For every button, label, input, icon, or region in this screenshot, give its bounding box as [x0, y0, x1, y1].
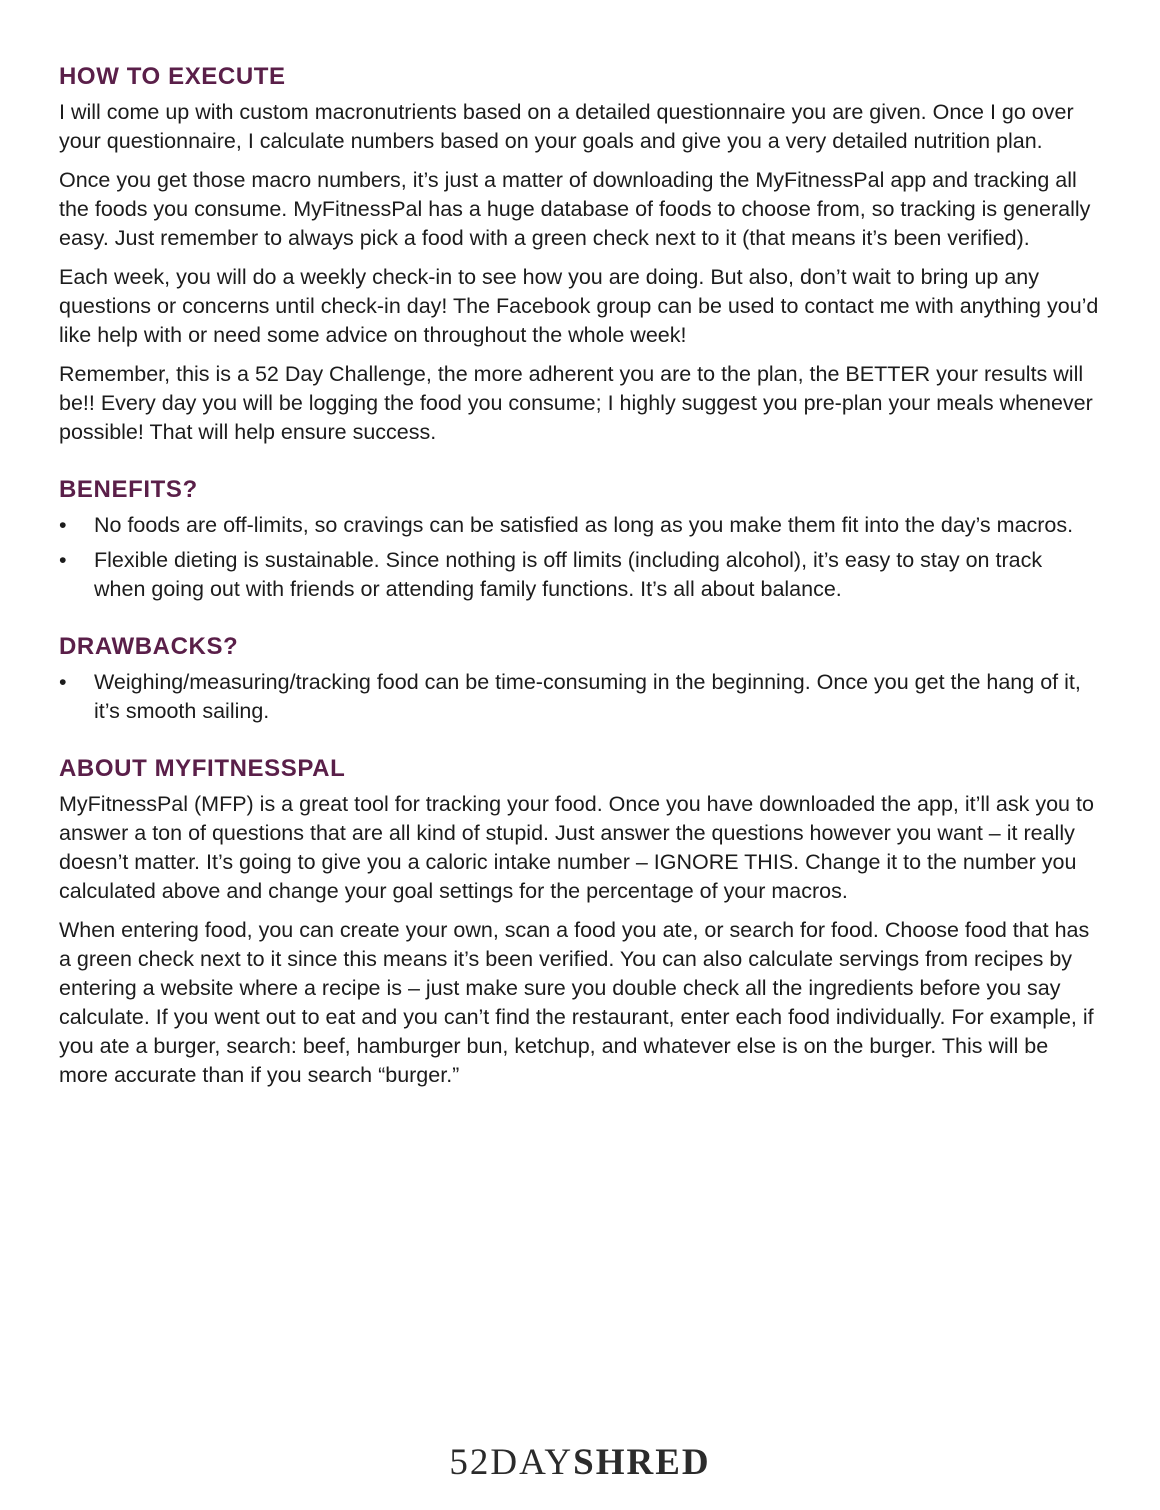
list-item-text: No foods are off-limits, so cravings can be satisfied as long as you make them fit into the day’s macros. — [94, 513, 1074, 537]
paragraph: I will come up with custom macronutrients based on a detailed questionnaire you are given. Once I go over your questionnaire, I calculate numbers based on your goals and give you a very detailed nutrition plan. — [59, 100, 1074, 153]
bullet-icon: • — [59, 513, 67, 537]
section-heading: DRAWBACKS? — [59, 633, 239, 660]
section-benefits — [59, 473, 1099, 604]
bullet-list — [59, 511, 1099, 604]
bullet-icon: • — [59, 548, 67, 572]
section-drawbacks — [59, 630, 1099, 726]
bullet-icon: • — [59, 670, 67, 694]
bullet-list — [59, 668, 1099, 726]
paragraph: Each week, you will do a weekly check-in to see how you are doing. But also, don’t wait to bring up any questions or concerns until check-in day! The Facebook group can be used to contact me with anything you’d like help with or need some advice on throughout the whole week! — [59, 265, 1099, 347]
paragraph: Once you get those macro numbers, it’s just a matter of downloading the MyFitnessPal app and tracking all the foods you consume. MyFitnessPal has a huge database of foods to choose from, so tracking is generally easy. Just remember to always pick a food with a green check next to it (that means it’s been verified). — [59, 168, 1091, 250]
paragraph: Remember, this is a 52 Day Challenge, the more adherent you are to the plan, the BETTER your results will be!! Every day you will be logging the food you consume; I highly suggest you pre-plan your meals whenever possible! That will help ensure success. — [59, 362, 1093, 444]
paragraph: MyFitnessPal (MFP) is a great tool for tracking your food. Once you have downloaded the app, it’ll ask you to answer a ton of questions that are all kind of stupid. Just answer the questions however you want – it really doesn’t matter. It’s going to give you a caloric intake number – IGNORE THIS. Change it to the number you calculated above and change your goal settings for the percentage of your macros. — [59, 792, 1094, 903]
brand-logo — [0, 1443, 1160, 1483]
list-item-text: Weighing/measuring/tracking food can be time-consuming in the beginning. Once you get the hang of it, it’s smooth sailing. — [94, 670, 1081, 723]
list-item — [59, 668, 1099, 726]
section-how-to-execute — [59, 60, 1099, 447]
list-item — [59, 546, 1099, 604]
document-page — [59, 60, 1099, 1090]
list-item-text: Flexible dieting is sustainable. Since nothing is off limits (including alcohol), it’s easy to stay on track when going out with friends or attending family functions. It’s all about balance. — [94, 548, 1043, 601]
section-about-myfitnesspal — [59, 752, 1099, 1090]
paragraph: When entering food, you can create your own, scan a food you ate, or search for food. Choose food that has a green check next to it since this means it’s been verified. You can also calculate servings from recipes by entering a website where a recipe is – just make sure you double check all the ingredients before you say calculate. If you went out to eat and you can’t find the restaurant, enter each food individually. For example, if you ate a burger, search: beef, hamburger bun, ketchup, and whatever else is on the burger. This will be more accurate than if you search “burger.” — [59, 918, 1094, 1087]
logo-text-light: 52DAY — [449, 1442, 574, 1483]
section-heading: ABOUT MYFITNESSPAL — [59, 755, 346, 782]
section-heading: HOW TO EXECUTE — [59, 63, 286, 90]
logo-text-bold: SHRED — [573, 1442, 711, 1483]
list-item — [59, 511, 1099, 540]
section-heading: BENEFITS? — [59, 476, 198, 503]
